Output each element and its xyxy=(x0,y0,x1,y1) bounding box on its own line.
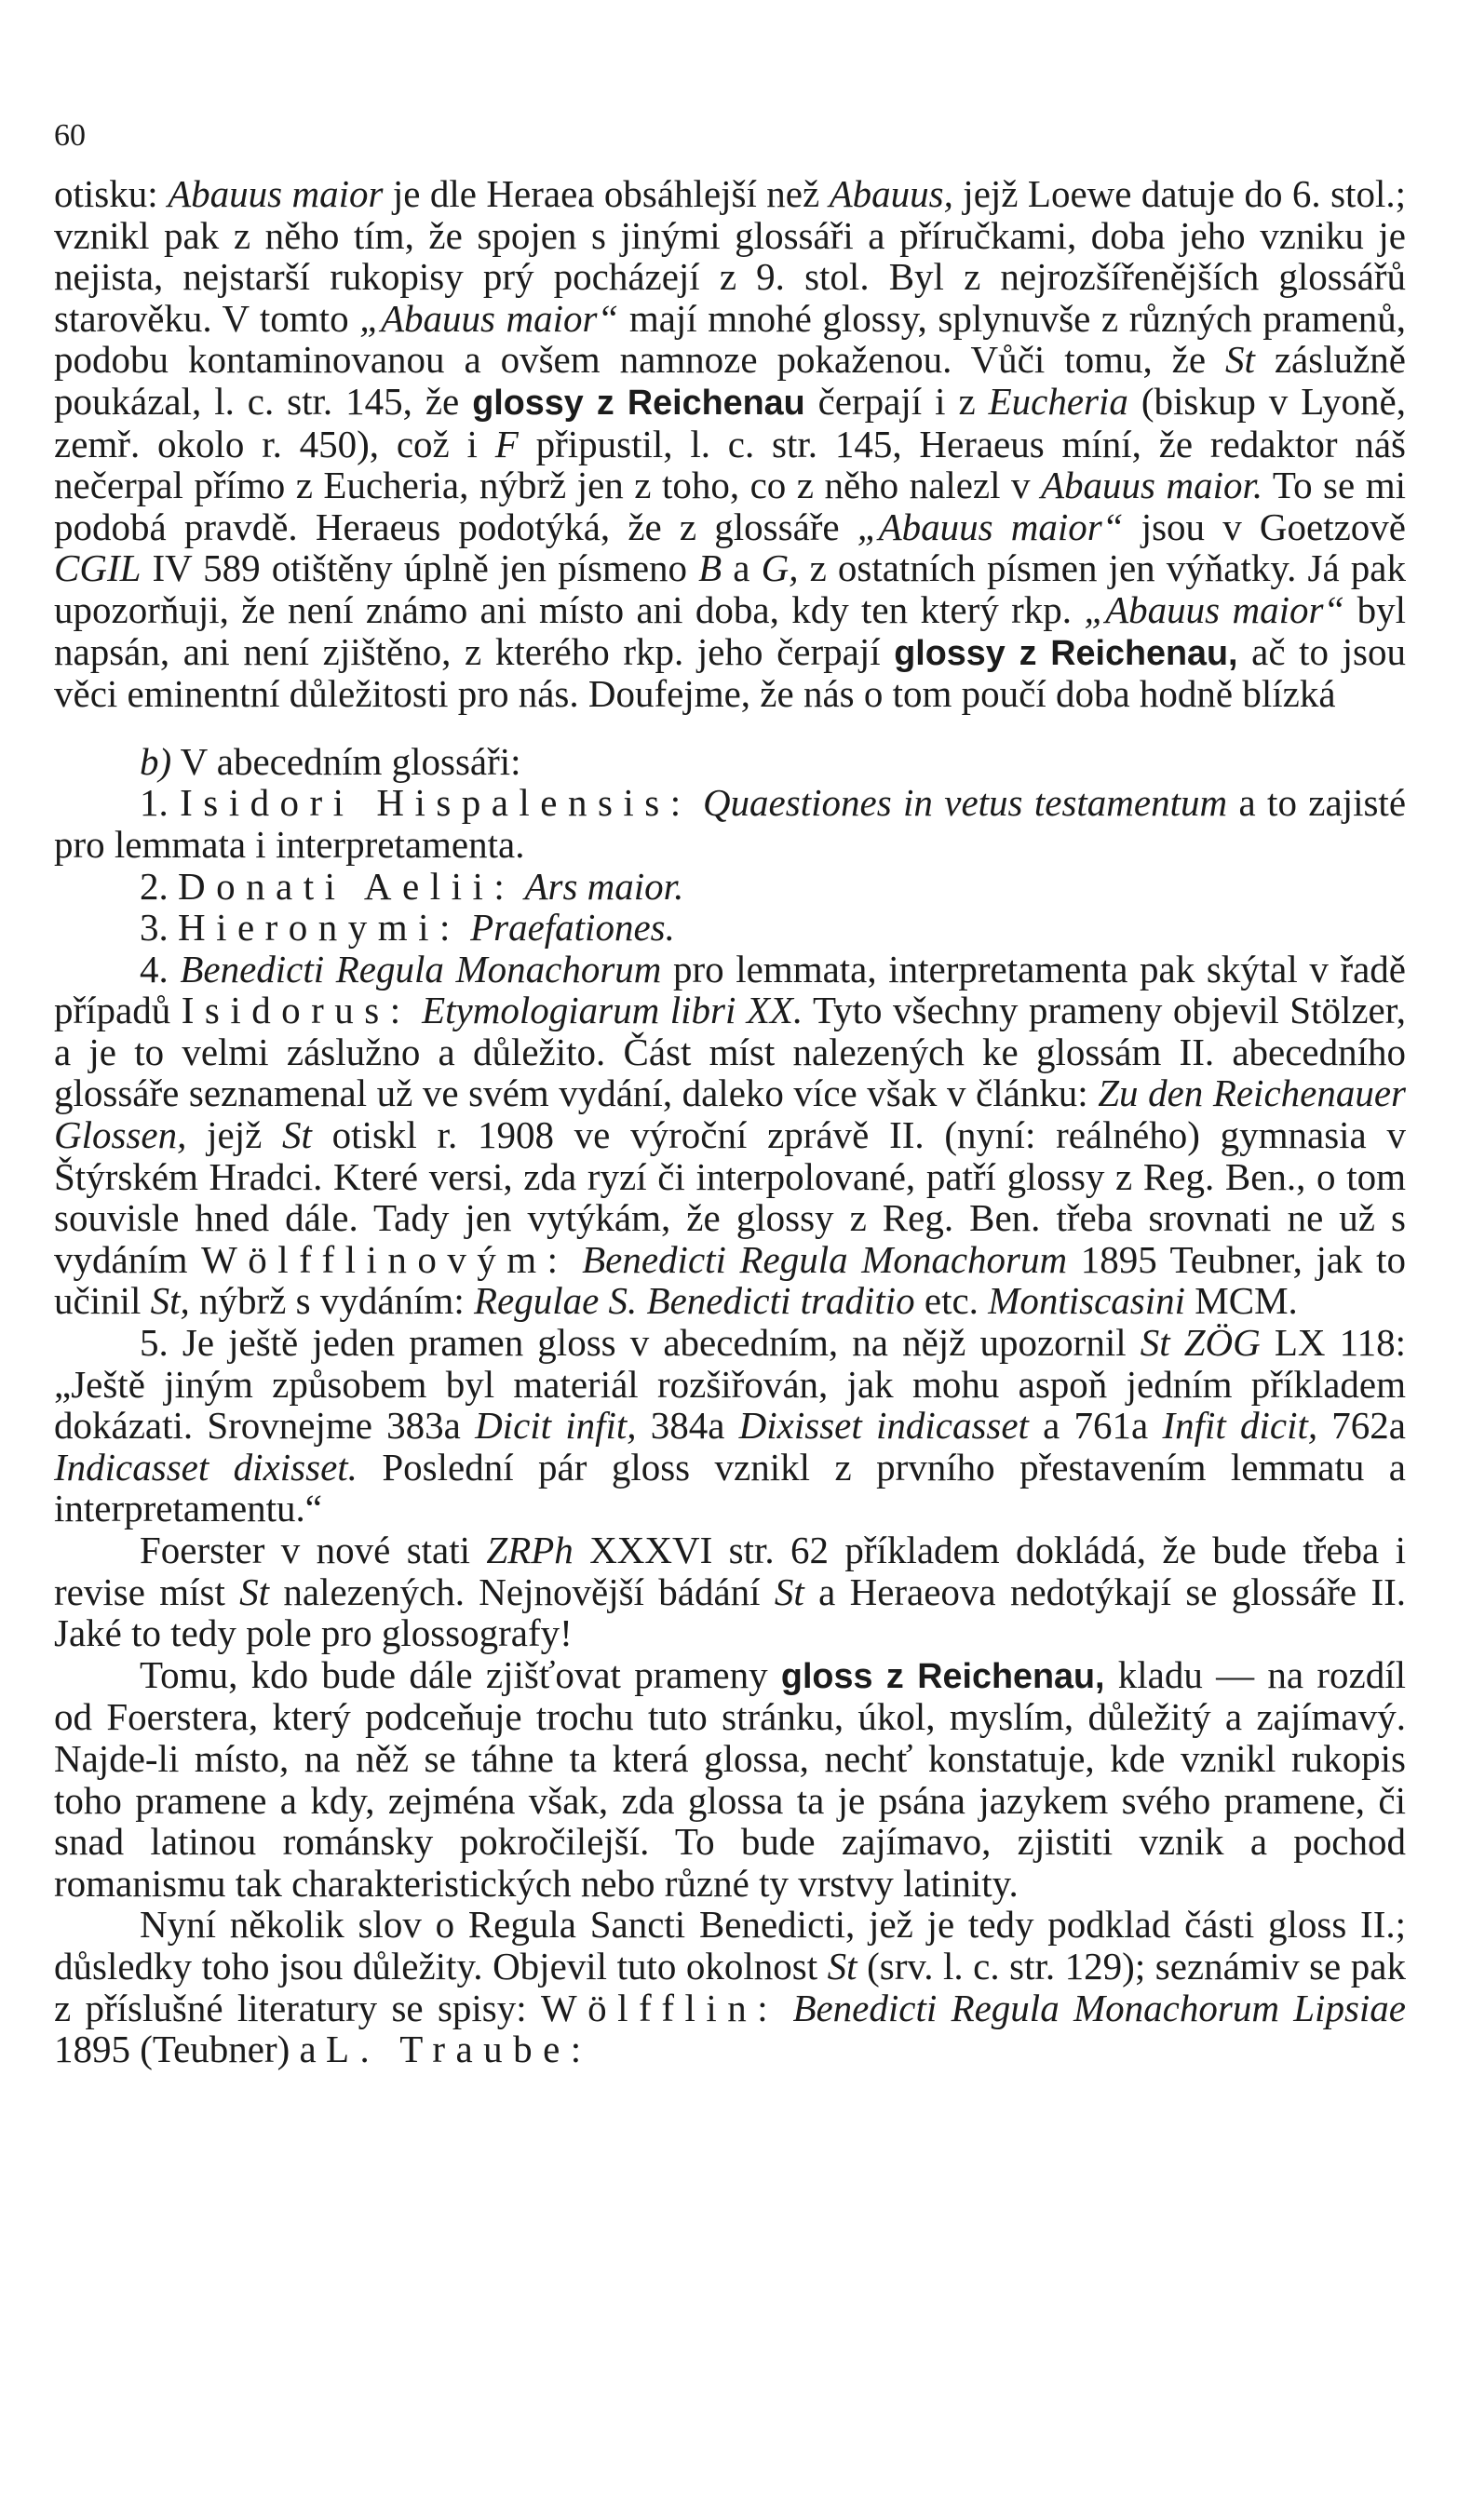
italic-gloss: Indicasset dixisset. xyxy=(54,1445,358,1489)
text-run: ač to jsou věci eminentní důležitosti pro nás. Doufejme, že nás o tom poučí doba hodně blízká xyxy=(54,629,1407,716)
italic-title: Benedicti Regula Monachorum Lipsiae xyxy=(792,1986,1406,2029)
page-body xyxy=(54,173,1406,2070)
item-number: 4. xyxy=(140,947,181,990)
italic-abbrev: St xyxy=(774,1570,804,1613)
italic-title: Ars maior. xyxy=(524,864,684,908)
text-run: nýbrž s vydáním: xyxy=(189,1279,474,1323)
text-run: Nyní několik slov o Regula Sancti Benedicti, jež je tedy podklad části gloss II.; důsledky toho jsou důležity. Objevil tuto okolnost xyxy=(54,1903,1406,1988)
text-run: připustil, l. c. str. 145, Heraeus míní, že redaktor náš nečerpal přímo z Eucheria, nýbrž jen z toho, co z něho nalezl v xyxy=(54,422,1406,507)
text-run: jejž Loewe datuje do 6. stol.; vznikl pak z něho tím, že spojen s jinými glossáři a příručkami, doba jeho vzniku je nejista, nejstarší rukopisy prý pocházejí z 9. stol. Byl z nejrozšířenějších glossářů starověku. V tomto xyxy=(54,172,1406,340)
italic-abbrev: St xyxy=(282,1113,312,1157)
italic-title: „Abauus maior“ xyxy=(359,296,619,340)
spaced-author: Isidori Hispalensis: xyxy=(180,781,692,825)
text-run: Poslední pár gloss vznikl z prvního přestavením lemmatu a interpretamentu.“ xyxy=(54,1445,1406,1530)
italic-gloss: Infit dicit, xyxy=(1162,1404,1318,1448)
italic-title: Benedicti Regula Monachorum xyxy=(180,947,662,990)
text-run: záslužně poukázal, l. c. str. 145, že xyxy=(54,338,1407,423)
text-run: jsou v Goetzově xyxy=(1123,505,1406,548)
italic-name: Eucheria xyxy=(988,379,1128,423)
section-label: b) xyxy=(140,739,172,783)
paragraph-regula xyxy=(54,1904,1406,2069)
list-item-1 xyxy=(54,782,1406,865)
text-run: jejž xyxy=(186,1113,283,1157)
text-run: 762a xyxy=(1317,1404,1407,1448)
text-run: čerpají i z xyxy=(804,379,989,423)
italic-letter: G, xyxy=(761,546,799,590)
italic-gloss: Dicit infit, xyxy=(475,1404,637,1448)
italic-title: „Abauus maior“ xyxy=(1084,587,1345,631)
italic-title: Etymologiarum libri XX. xyxy=(422,989,803,1032)
text-run: otisku: xyxy=(54,172,169,215)
italic-abbrev: F xyxy=(494,422,519,465)
italic-title: Abauus maior. xyxy=(1040,464,1263,507)
paragraph-abauus-maior xyxy=(54,173,1406,715)
emphasis-term: gloss z Reichenau, xyxy=(780,1655,1105,1695)
text-run: byl napsán, ani není zjištěno, z kterého rkp. jeho čerpají xyxy=(54,587,1406,673)
italic-title: Regulae S. Benedicti traditio xyxy=(473,1279,915,1323)
italic-title: Benedicti Regula Monachorum xyxy=(582,1237,1068,1281)
text-run: XXXVI str. 62 příkladem dokládá, že bude třeba i revise míst xyxy=(54,1529,1406,1613)
italic-title: Montiscasini xyxy=(988,1279,1186,1323)
paragraph-sources xyxy=(54,1654,1406,1905)
spaced-author: Wölfflin: xyxy=(540,1986,779,2029)
text-run: a xyxy=(722,546,762,590)
spaced-author: Donati Aelii: xyxy=(178,864,516,908)
text-run: LX 118: „Ještě jiným způsobem byl materiál rozšiřován, jak mohu aspoň jedním příkladem dokázati. Srovnejme 383a xyxy=(54,1321,1406,1448)
spaced-author: L. Traube: xyxy=(326,2028,592,2071)
italic-title: Abauus, xyxy=(829,172,953,215)
text-run: nalezených. Nejnovější bádání xyxy=(269,1570,775,1613)
text-run: Tyto všechny prameny objevil Stölzer, a je to velmi záslužno a důležito. Část míst nalezených ke glossám II. abecedního glossáře seznamenal už ve svém vydání, daleko více však v článku: xyxy=(54,989,1406,1115)
list-item-2 xyxy=(54,866,1406,908)
emphasis-term: glossy z Reichenau xyxy=(472,382,805,422)
text-run: a to zajisté pro lemmata i interpretamenta. xyxy=(54,781,1407,866)
item-number: 1. xyxy=(140,781,181,825)
spaced-author: Isidorus: xyxy=(181,989,412,1032)
text-run: je dle Heraea obsáhlejší než xyxy=(383,172,830,215)
italic-abbrev: St xyxy=(1225,338,1255,382)
italic-title: Quaestiones in vetus testamentum xyxy=(702,781,1228,825)
italic-abbrev: St xyxy=(239,1570,270,1613)
emphasis-term: glossy z Reichenau, xyxy=(894,632,1238,672)
italic-title: Zu den Reichenauer Glossen, xyxy=(54,1071,1407,1157)
italic-letter: B xyxy=(698,546,722,590)
text-run: (srv. l. c. str. 129); seznámiv se pak z příslušné literatury se spisy: xyxy=(54,1944,1406,2029)
text-run: (biskup v Lyoně, zemř. okolo r. 450), což i xyxy=(54,379,1406,465)
item-number: 2. xyxy=(140,864,178,908)
text-run: To se mi podobá pravdě. Heraeus podotýká, že z glossáře xyxy=(54,464,1406,548)
text-run: 1895 Teubner, jak to učinil xyxy=(54,1237,1406,1323)
text-run: a 761a xyxy=(1028,1404,1163,1448)
item-number: 5. xyxy=(140,1321,182,1365)
text-run: Je ještě jeden pramen gloss v abecedním, na nějž upozornil xyxy=(182,1321,1141,1365)
text-run: 384a xyxy=(636,1404,739,1448)
text-run: IV 589 otištěny úplně jen písmeno xyxy=(141,546,699,590)
italic-gloss: Dixisset indicasset xyxy=(738,1404,1029,1448)
text-run: MCM. xyxy=(1185,1279,1298,1323)
section-title: V abecedním glossáři: xyxy=(171,739,521,783)
list-item-5 xyxy=(54,1322,1406,1530)
section-heading-b xyxy=(54,741,1406,783)
text-run: otiskl r. 1908 ve výroční zprávě II. (nyní: reálného) gymnasia v Štýrském Hradci. Které versi, zda ryzí či interpolované, patří glossy z Reg. Ben., o tom souvisle hned dále. Tady jen vytýkám, že glossy z Reg. Ben. třeba srovnati ne už s vydáním xyxy=(54,1113,1406,1281)
text-run: a Heraeova nedotýkají se glossáře II. Jaké to tedy pole pro glossografy! xyxy=(54,1570,1406,1655)
text-run: pro lemmata, interpretamenta pak skýtal v řadě případů xyxy=(54,947,1406,1032)
italic-abbrev: ZRPh xyxy=(486,1529,574,1571)
italic-abbrev: CGIL xyxy=(54,546,142,590)
italic-title: „Abauus maior“ xyxy=(857,505,1124,548)
text-run: mají mnohé glossy, splynuvše z různých pramenů, podobu kontaminovanou a ovšem namnoze pokaženou. Vůči tomu, že xyxy=(54,296,1406,382)
spaced-author: Hieronymi: xyxy=(178,906,461,950)
italic-abbrev: St xyxy=(827,1944,857,1988)
spaced-author: Wölfflinovým: xyxy=(201,1237,569,1281)
italic-title: Abauus maior xyxy=(168,172,384,215)
text-run: etc. xyxy=(914,1279,989,1323)
text-run: z ostatních písmen jen výňatky. Já pak upozorňuji, že není známo ani místo ani doba, kdy ten který rkp. xyxy=(54,546,1406,631)
italic-abbrev: St ZÖG xyxy=(1140,1321,1261,1365)
text-run: 1895 (Teubner) a xyxy=(54,2028,326,2071)
paragraph-foerster xyxy=(54,1530,1406,1654)
list-item-3 xyxy=(54,907,1406,949)
page-number: 60 xyxy=(54,118,86,153)
italic-abbrev: St, xyxy=(150,1279,190,1323)
text-run: kladu — na rozdíl od Foerstera, který podceňuje trochu tuto stránku, úkol, myslím, důležitý a zajímavý. Najde-li místo, na něž se táhne ta která glossa, nechť konstatuje, kde vznikl rukopis toho pramene a kdy, zejména však, zda glossa ta je psána jazykem svého pramene, či snad latinou románsky pokročilejší. To bude zajímavo, zjistiti vznik a pochod romanismu tak charakteristických nebo různé ty vrstvy latinity. xyxy=(54,1652,1407,1905)
list-item-4 xyxy=(54,949,1406,1322)
italic-title: Praefationes. xyxy=(470,906,675,950)
text-run: Tomu, kdo bude dále zjišťovat prameny xyxy=(140,1652,781,1696)
item-number: 3. xyxy=(140,906,178,950)
text-run: Foerster v nové stati xyxy=(140,1529,487,1571)
